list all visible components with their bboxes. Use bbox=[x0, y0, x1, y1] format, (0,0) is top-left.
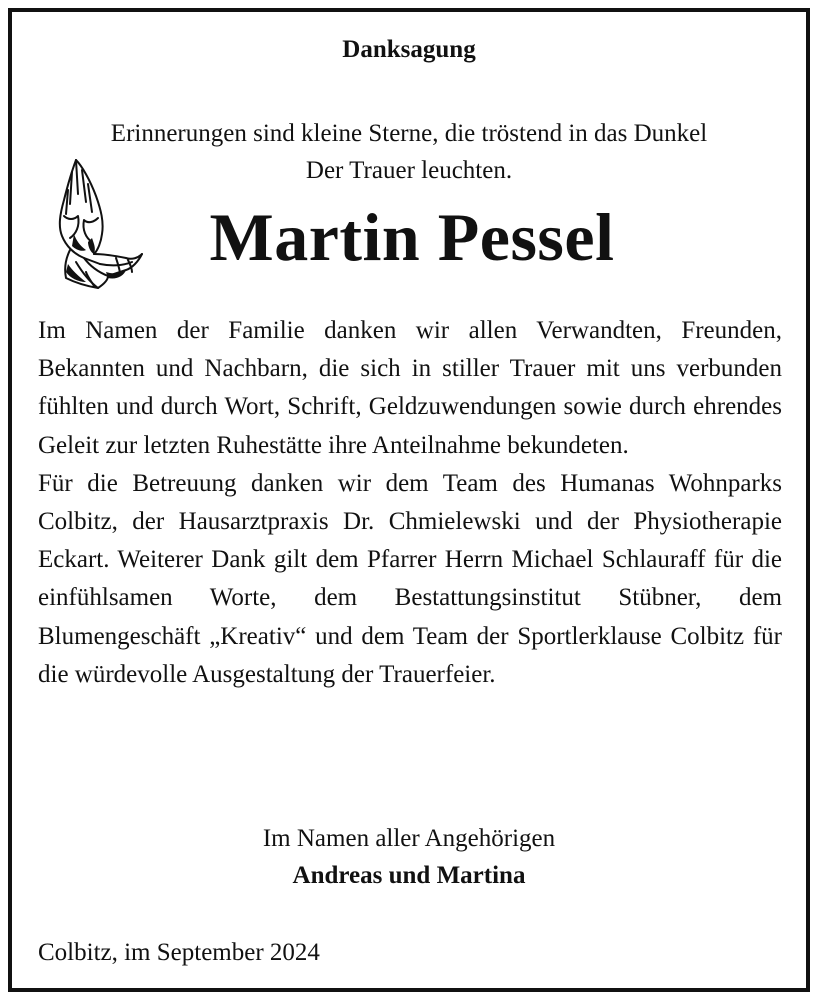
signoff bbox=[12, 820, 806, 894]
deceased-name: Martin Pessel bbox=[209, 199, 615, 275]
signoff-line: Im Namen aller Angehörigen bbox=[262, 825, 556, 852]
thanks-body bbox=[38, 312, 782, 694]
notice-frame bbox=[8, 8, 810, 992]
signoff-names: Andreas und Martina bbox=[292, 862, 526, 889]
thanks-paragraph-2: Für die Betreuung danken wir dem Team des Humanas Wohnparks Colbitz, der Hausarztpraxis Dr. Chmielewski und der Physiotherapie Eckart. Weiterer Dank gilt dem Pfarrer Herrn Michael Schlauraff für die einfühlsamen Worte, dem Bestattungsinstitut Stübner, dem Blumengeschäft „Kreativ“ und dem Team der Sportlerklause Colbitz für die würdevolle Ausgestaltung der Trauerfeier. bbox=[38, 469, 782, 688]
quote-line-2: Der Trauer leuchten. bbox=[305, 157, 513, 184]
thanks-paragraph-1: Im Namen der Familie danken wir allen Verwandten, Freunden, Bekannten und Nachbarn, die sich in stiller Trauer mit uns verbunden fühlten und durch Wort, Schrift, Geldzuwendungen sowie durch ehrendes Geleit zur letzten Ruhestätte ihre Anteilnahme bekundeten. bbox=[38, 317, 782, 459]
praying-hands-icon bbox=[46, 154, 146, 294]
quote-line-1: Erinnerungen sind kleine Sterne, die tröstend in das Dunkel bbox=[110, 120, 708, 147]
place-date: Colbitz, im September 2024 bbox=[38, 939, 320, 966]
notice-heading: Danksagung bbox=[342, 36, 476, 63]
